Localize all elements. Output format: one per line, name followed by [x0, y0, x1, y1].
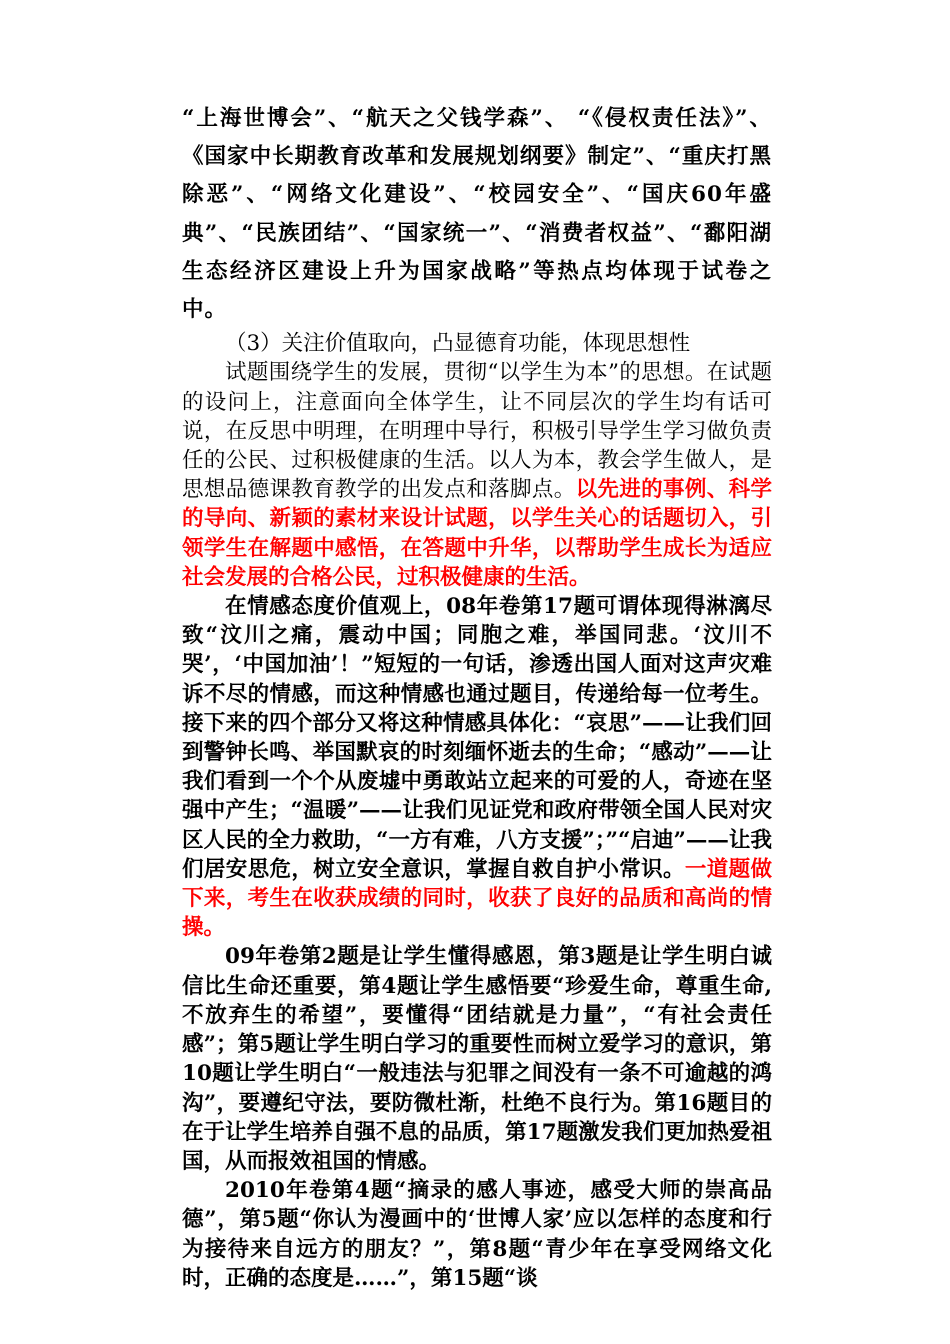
- section-heading: （3）关注价值取向，凸显德育功能，体现思想性: [225, 331, 691, 357]
- exam-2010-paragraph: 2010年卷第4题“摘录的感人事迹，感受大师的崇高品德”，第5题“你认为漫画中的‘世博人家’应以怎样的态度和行为接待来自远方的朋友？”，第8题“青少年在享受网络文化时，正确的态度是……”，第15题“谈: [182, 1178, 772, 1291]
- paragraph-text: 试题围绕学生的发展，贯彻“以学生为本”的思想。在试题的设问上，注意面向全体学生，让不同层次的学生均有话可说，在反思中明理，在明理中导行，积极引导学生学习做负责任的公民、过积极健康的生活。以人为本，教会学生做人，是思想品德课教育教学的出发点和落脚点。: [182, 360, 772, 503]
- paragraph-text: 在情感态度价值观上，08年卷第17题可谓体现得淋漓尽致“汶川之痛，震动中国；同胞之难，举国同悲。‘汶川不哭’，‘中国加油’！”短短的一句话，渗透出国人面对这声灾难诉不尽的情感，而这种情感也通过题目，传递给每一位考生。接下来的四个部分又将这种情感具体化：“哀思”——让我们回到警钟长鸣、举国默哀的时刻缅怀逝去的生命；“感动”——让我们看到一个个从废墟中勇敢站立起来的可爱的人，奇迹在坚强中产生；“温暖”——让我们见证党和政府带领全国人民对灾区人民的全力救助，“一方有难，八方支援”；”“启迪”——让我们居安思危，树立安全意识，掌握自救自护小常识。: [182, 594, 772, 882]
- document-body: [182, 100, 772, 1293]
- exam-2009-paragraph: 09年卷第2题是让学生懂得感恩，第3题是让学生明白诚信比生命还重要，第4题让学生感悟要“珍爱生命，尊重生命,不放弃生的希望”，要懂得“团结就是力量”，“有社会责任感”；第5题让学生明白学习的重要性而树立爱学习的意识，第10题让学生明白“一般违法与犯罪之间没有一条不可逾越的鸿沟”，要遵纪守法，要防微杜渐，杜绝不良行为。第16题目的在于让学生培养自强不息的品质，第17题激发我们更加热爱祖国，从而报效祖国的情感。: [182, 944, 772, 1174]
- section-body: [182, 329, 772, 1293]
- highlighted-text: 一道题做下来，考生在收获成绩的同时，收获了良好的品质和高尚的情操。: [182, 856, 772, 941]
- value-orientation-paragraph: [182, 358, 772, 592]
- emotion-attitude-paragraph: [182, 592, 772, 942]
- highlighted-text: 以先进的事例、科学的导向、新颖的素材来设计试题，以学生关心的话题切入，引领学生在解题中感悟，在答题中升华，以帮助学生成长为适应社会发展的合格公民，过积极健康的生活。: [182, 477, 772, 590]
- hotspot-paragraph: “上海世博会”、“航天之父钱学森”、 “《侵权责任法》”、《国家中长期教育改革和发展规划纲要》制定”、“重庆打黑除恶”、“网络文化建设”、“校园安全”、“国庆60年盛典”、“民族团结”、“国家统一”、“消费者权益”、“鄱阳湖生态经济区建设上升为国家战略”等热点均体现于试卷之中。: [182, 106, 772, 323]
